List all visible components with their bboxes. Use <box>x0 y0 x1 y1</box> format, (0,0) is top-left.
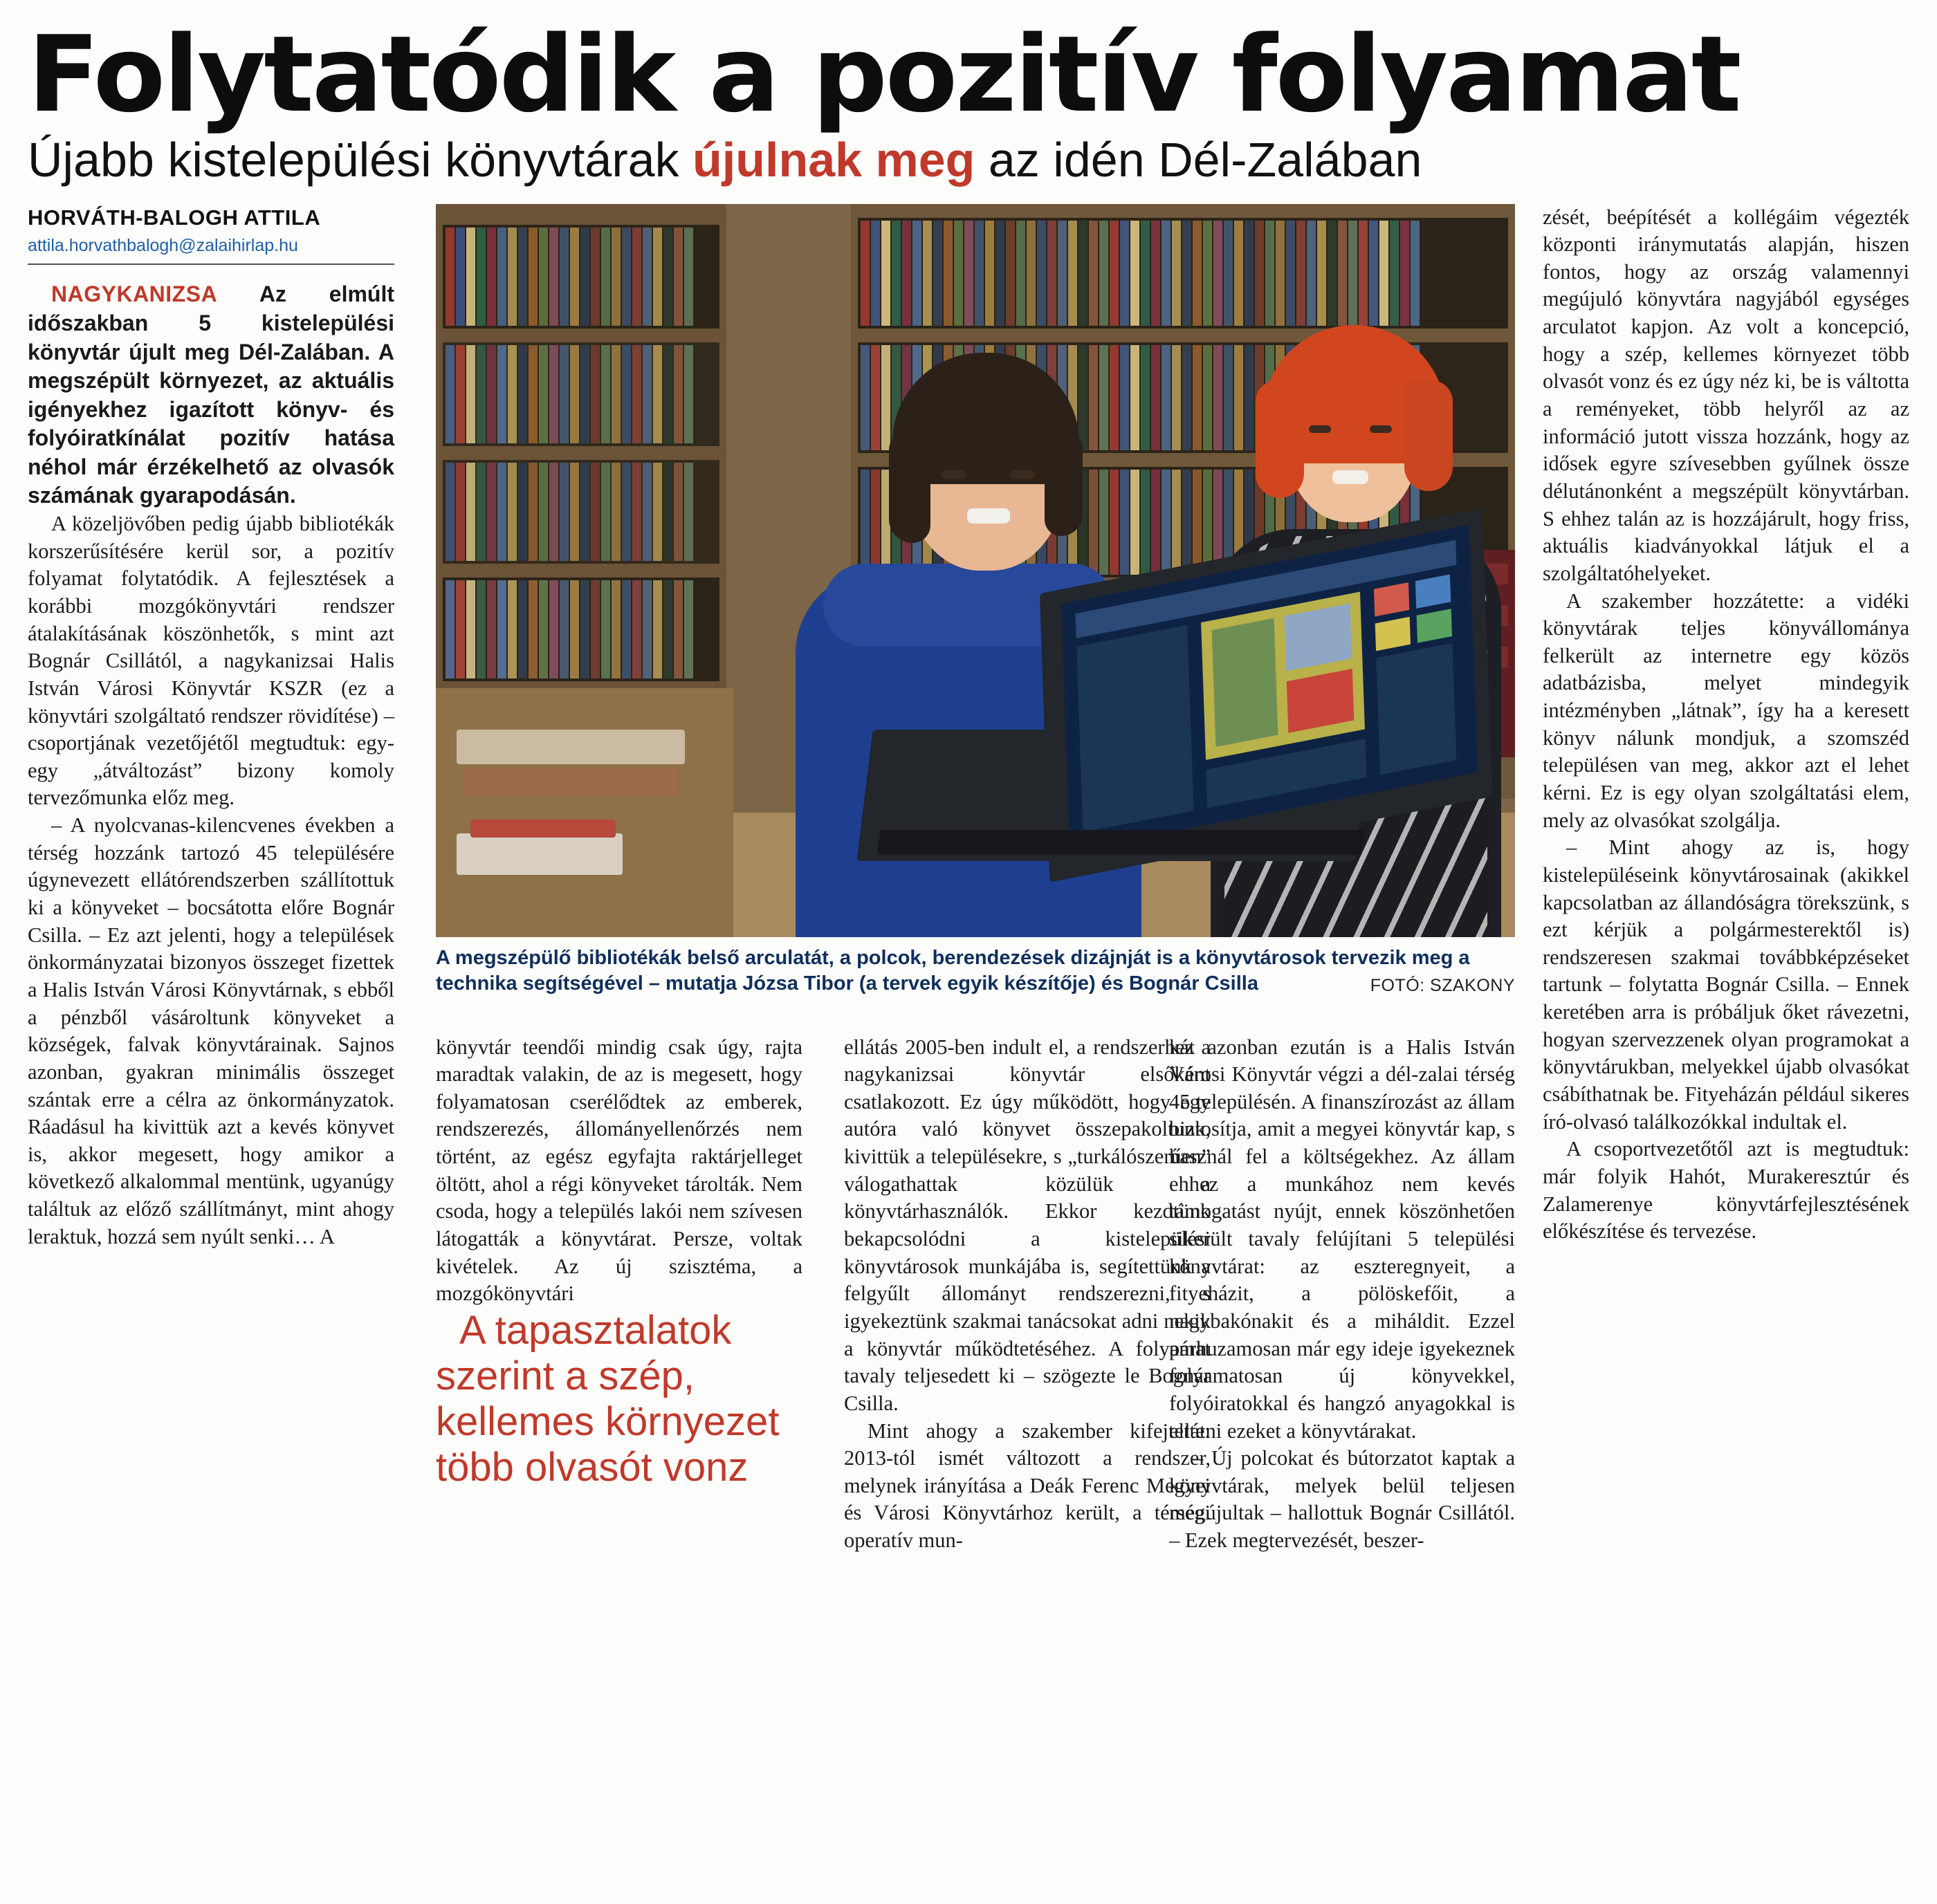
photo-caption <box>436 937 1515 997</box>
lead-place: NAGYKANIZSA <box>51 281 218 307</box>
paragraph: – Új polcokat és bútorzatot kaptak a könyvtárak, melyek belül teljesen megújultak – hallottuk Bognár Csillától. – Ezek megtervezését, beszer- <box>1169 1446 1515 1553</box>
page-inner <box>28 13 1909 1888</box>
paragraph: A közeljövőben pedig újabb bibliotékák korszerűsítésére kerül sor, a pozitív folyamat folytatódik. A fejlesztések a korábbi mozgókönyvtári rendszer átalakításának köszönhetők, s mint azt Bognár Csillától, a nagykanizsai Halis István Városi Könyvtár KSZR (ez a könyvtári szolgáltató rendszer rövidítése) – csoportjának vezetőjétől megtudtuk: egy-egy „átváltozást” bizony komoly tervezőmunka előz meg. <box>28 512 394 810</box>
paragraph: Mint ahogy a szakember kifejtette: 2013-tól ismét változott a rendszer, melynek irányítása a Deák Ferenc Megyei és Városi Könyvtárhoz került, a térségi operatív mun- <box>844 1418 1211 1553</box>
photo-credit: FOTÓ: SZAKONY <box>1370 975 1515 995</box>
lead-text: Az elmúlt időszakban 5 kistelepülési könyvtár újult meg Dél-Zalában. A megszépült környezet, az aktuális igényekhez igazított könyv- és folyóiratkínálat pozitív hatása néhol már érzékelhető az olvasók számának gyarapodásán. <box>28 281 395 508</box>
photo-block <box>436 204 1515 997</box>
column-2 <box>436 1034 802 1491</box>
page-title: Folytatódik a pozitív folyamat <box>28 13 1740 136</box>
column-3 <box>844 1034 1211 1555</box>
byline-email[interactable]: attila.horvathbalogh@zalaihirlap.hu <box>28 234 394 266</box>
paragraph: könyvtár teendői mindig csak úgy, rajta maradtak valakin, de az is megesett, hogy folyamatosan cserélődtek az emberek, rendszerezés, állományellenőrzés nem történt, az egész egyfajta raktárjelleget öltött, ahol a régi könyveket tárolták. Nem csoda, hogy a település lakói nem szívesen látogatták a könyvtárat. Persze, voltak kivételek. Az új szisztéma, a mozgókönyvtári <box>436 1035 802 1306</box>
subtitle-after: az idén Dél-Zalában <box>975 133 1422 187</box>
article-photo <box>436 204 1515 937</box>
paragraph: ellátás 2005-ben indult el, a rendszerhez a nagykanizsai könyvtár elsőként csatlakozott. Ez úgy működött, hogy egy autóra való könyvet összepakoltunk, kivittük a településekre, s „turkálószerűen” válogathattak közülük a könyvtárhasználók. Ekkor kezdtünk bekapcsolódni a kistelepülési könyvtárosok munkájába is, segítettünk a felgyűlt állományt rendszerezni, s igyekeztünk szakmai tanácsokat adni nekik a könyvtár működtetéséhez. A folyamat tavaly teljesedett ki – szögezte le Bognár Csilla. <box>844 1035 1211 1415</box>
column-1 <box>28 204 394 1251</box>
column-3b <box>1169 1034 1515 1555</box>
subtitle-before: Újabb kistelepülési könyvtárak <box>28 133 693 187</box>
paragraph: zését, beépítését a kollégáim végezték központi iránymutatás alapján, hiszen fontos, hogy az ország valamennyi megújuló könyvtára nagyjából egységes arculatot kapjon. Az volt a koncepció, hogy a szép, kellemes környezet több olvasót vonz és ez úgy néz ki, be is váltotta a reményeket, több helyről az az információ jutott vissza hozzánk, hogy az idősek egyre szívesebben gyűlnek össze délutánonként a megszépült könyvtárban. S ehhez talán az is hozzájárult, hogy friss, aktuális kiadványokkal látjuk el a szolgáltatóhelyeket. <box>1543 205 1909 585</box>
paragraph: – Mint ahogy az is, hogy kistelepüléseink könyvtárosainak (akikkel kapcsolatban az állandóságra törekszünk, s ezt kérjük a polgármesterektől is) rendszeresen szakmai továbbképzéseket tartunk – folytatta Bognár Csilla. – Ennek keretében arra is próbáljuk őket rávezetni, hogyan szervezzenek olyan programokat a könyvtárukban, melyekkel újabb olvasókat csábíthatnak be. Fityeházán például sikeres író-olvasó találkozókkal indultak el. <box>1543 835 1909 1134</box>
paragraph: A szakember hozzátette: a vidéki könyvtárak teljes könyvállománya felkerült az internetre egy közös adatbázisba, melyet mindegyik intézményben „látnak”, így ha a keresett könyv nálunk mondjuk, a szomszéd településen van meg, akkor azt el lehet kérni. Ez is egy olyan szolgáltatási elem, mely az olvasókat szolgálja. <box>1543 589 1909 832</box>
column-4 <box>1543 204 1909 1246</box>
caption-text: A megszépülő bibliotékák belső arculatát, a polcok, berendezések dizájnját is a könyvtárosok tervezik meg a technika segítségével – mutatja Józsa Tibor (a tervek egyik készítője) és Bognár Csilla <box>436 946 1470 995</box>
paragraph: – A nyolcvanas-kilencvenes években a térség hozzánk tartozó 45 településére úgynevezett ellátórendszerben szállítottuk ki a könyveket – bocsátotta előre Bognár Csilla. – Ez azt jelenti, hogy a települések önkormányzatai bizonyos összeget fizettek a Halis István Városi Könyvtárnak, s ebből a pénzből vásároltunk könyveket a községek, falvak könyvtárainak. Sajnos azonban, gyakran minimális összeget szántak erre a célra az önkormányzatok. Ráadásul ha kivittük azt a kevés könyvet is, akkor megesett, hogy amikor a következő alkalommal mentünk, ugyanúgy találtuk az előző szállítmányt, mint ahogy leraktuk, hozzá sem nyúlt senki… A <box>28 813 394 1248</box>
pull-quote: A tapasztalatok szerint a szép, kellemes környezet több olvasót vonz <box>436 1307 780 1490</box>
byline-author: HORVÁTH-BALOGH ATTILA <box>28 205 321 230</box>
subtitle <box>28 135 1909 186</box>
paragraph: A csoportvezetőtől azt is megtudtuk: már folyik Hahót, Murakeresztúr és Zalamerenye könyvtárfejlesztésének előkészítése és tervezése. <box>1543 1137 1909 1244</box>
subtitle-accent: újulnak meg <box>692 133 975 187</box>
paragraph: kát azonban ezután is a Halis István Városi Könyvtár végzi a dél-zalai térség 45 településén. A finanszírozást az állam biztosítja, amit a megyei könyvtár kap, s használ fel a költségekhez. Az állam ehhez a munkához nem kevés támogatást nyújt, ennek köszönhetően sikerült tavaly felújítani 5 települési könyvtárat: az eszteregnyeit, a fityeházit, a pölöskefőit, a nagybakónakit és a miháldit. Ezzel párhuzamosan már egy ideje igyekeznek folyamatosan új könyvekkel, folyóiratokkal és hangzó anyagokkal is ellátni ezeket a könyvtárakat. <box>1169 1035 1515 1443</box>
lead-paragraph <box>28 280 394 510</box>
